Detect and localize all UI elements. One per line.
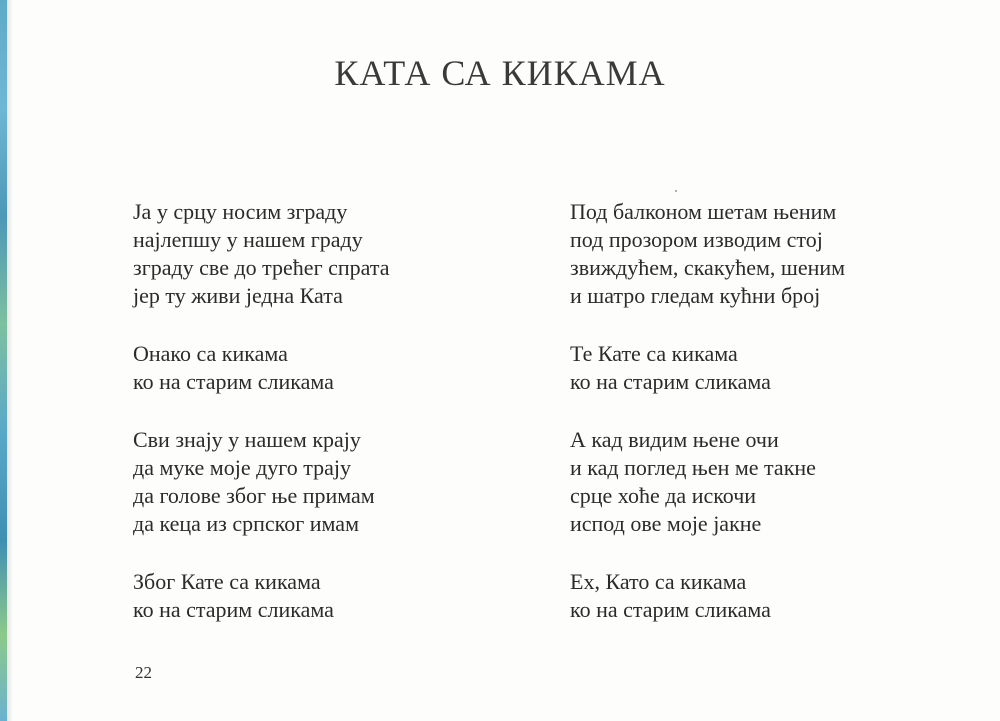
spine-shadow — [7, 0, 13, 721]
poem-line: Под балконом шетам њеним — [570, 199, 837, 224]
stanza — [570, 426, 970, 538]
poem-line: Онако са кикама — [133, 341, 288, 366]
poem-line: А кад видим њене очи — [570, 427, 779, 452]
poem-line: да муке моје дуго трају — [133, 455, 352, 480]
poem-line: зграду све до трећег спрата — [133, 255, 390, 280]
poem-line: ко на старим сликама — [133, 597, 334, 622]
poem-line: Ја у срцу носим зграду — [133, 199, 348, 224]
stanza — [570, 568, 970, 624]
poem-line: испод ове моје јакне — [570, 511, 762, 536]
poem-line: ко на старим сликама — [570, 597, 771, 622]
poem-line: ко на старим сликама — [133, 369, 334, 394]
poem-line: Ех, Като са кикама — [570, 569, 747, 594]
poem-title: КАТА СА КИКАМА — [334, 53, 666, 93]
poem-line: и шатро гледам кућни број — [570, 283, 821, 308]
stanza — [133, 340, 533, 396]
poem-line: Због Кате са кикама — [133, 569, 321, 594]
poem-line: Те Кате са кикама — [570, 341, 738, 366]
book-spine-edge — [0, 0, 7, 721]
stanza — [133, 568, 533, 624]
poem-line: под прозором изводим стој — [570, 227, 823, 252]
poem-line: ко на старим сликама — [570, 369, 771, 394]
poem-line: да кеца из српског имам — [133, 511, 359, 536]
poem-line: срце хоће да искочи — [570, 483, 757, 508]
page-number: 22 — [135, 663, 152, 682]
poem-line: јер ту живи једна Ката — [133, 283, 343, 308]
stanza — [133, 198, 533, 310]
poem-column-left — [133, 198, 533, 654]
poem-line: да голове због ње примам — [133, 483, 375, 508]
poem-line: најлепшу у нашем граду — [133, 227, 363, 252]
poem-column-right — [570, 198, 970, 654]
poem-line: и кад поглед њен ме такне — [570, 455, 816, 480]
poem-line: звиждућем, скакућем, шеним — [570, 255, 846, 280]
stanza — [570, 198, 970, 310]
stanza — [570, 340, 970, 396]
stanza — [133, 426, 533, 538]
paper-speck — [675, 190, 677, 192]
poem-line: Сви знају у нашем крају — [133, 427, 361, 452]
